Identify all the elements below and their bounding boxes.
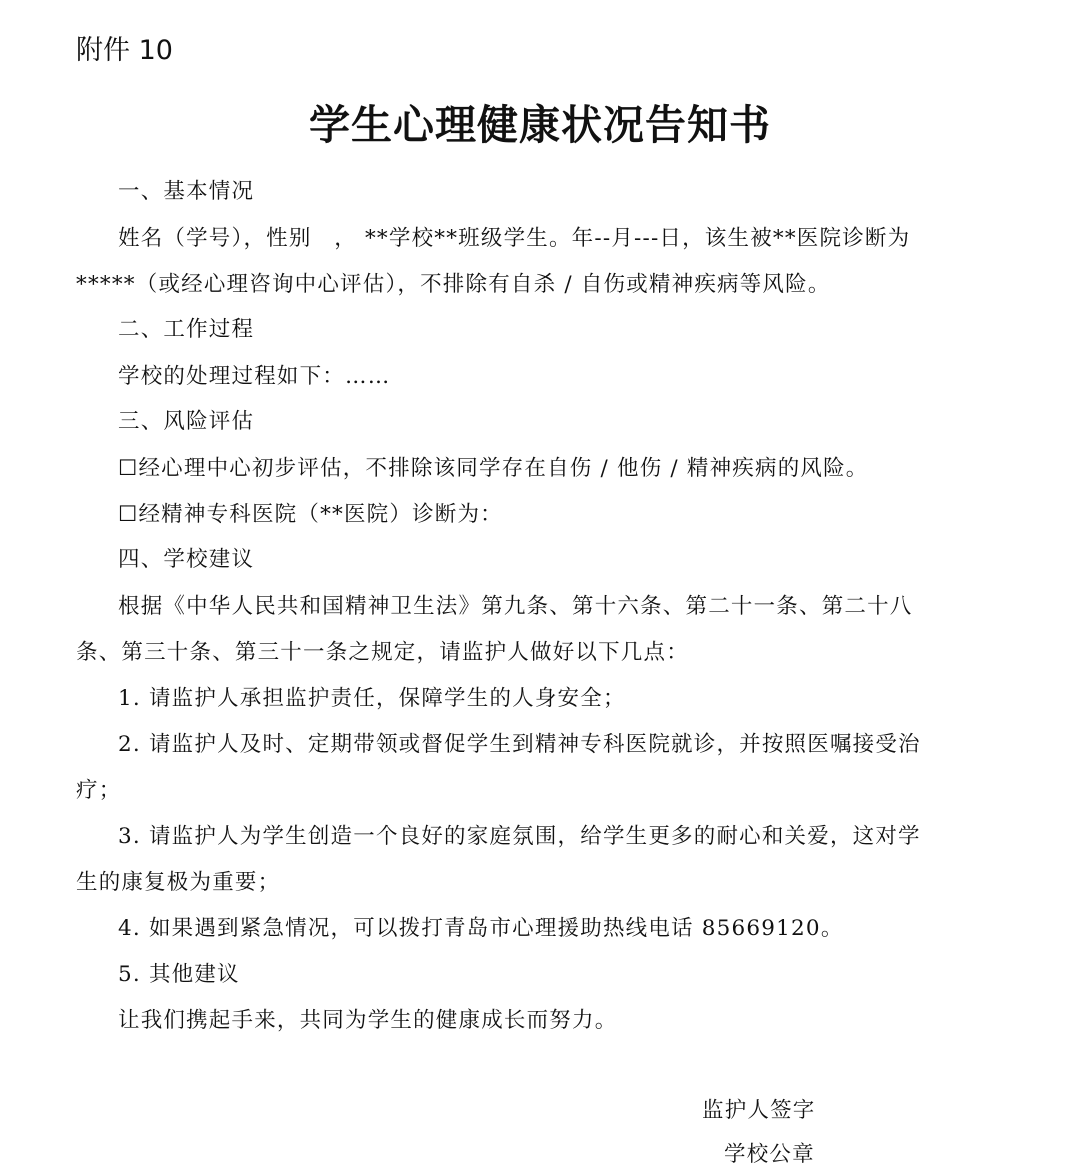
advice-item-3-line-1: 3. 请监护人为学生创造一个良好的家庭氛围，给学生更多的耐心和关爱，这对学 xyxy=(118,824,921,849)
advice-item-1: 1. 请监护人承担监护责任，保障学生的人身安全； xyxy=(118,686,626,711)
advice-item-4: 4. 如果遇到紧急情况，可以拨打青岛市心理援助热线电话 85669120。 xyxy=(118,916,844,941)
advice-item-2-line-2: 疗； xyxy=(76,778,122,803)
risk-option-hospital: ☐经精神专科医院（**医院）诊断为： xyxy=(118,502,503,527)
work-process-text: 学校的处理过程如下：…… xyxy=(118,364,391,389)
basic-info-line-1: 姓名（学号），性别 ， **学校**班级学生。年--月---日，该生被**医院诊断为 xyxy=(118,226,911,251)
guardian-signature-label: 监护人签字 xyxy=(702,1098,816,1123)
section-heading-work-process: 二、工作过程 xyxy=(118,317,255,342)
closing-statement: 让我们携起手来，共同为学生的健康成长而努力。 xyxy=(118,1008,618,1033)
school-seal-label: 学校公章 xyxy=(724,1142,815,1167)
advice-intro-line-2: 条、第三十条、第三十一条之规定，请监护人做好以下几点： xyxy=(76,640,689,665)
advice-intro-line-1: 根据《中华人民共和国精神卫生法》第九条、第十六条、第二十一条、第二十八 xyxy=(118,594,913,619)
document-title: 学生心理健康状况告知书 xyxy=(309,101,771,149)
advice-item-3-line-2: 生的康复极为重要； xyxy=(76,870,281,895)
section-heading-risk-assessment: 三、风险评估 xyxy=(118,409,255,434)
advice-item-5: 5. 其他建议 xyxy=(118,962,240,987)
section-heading-school-advice: 四、学校建议 xyxy=(118,547,255,572)
section-heading-basic-info: 一、基本情况 xyxy=(118,179,255,204)
basic-info-line-2: *****（或经心理咨询中心评估），不排除有自杀 / 自伤或精神疾病等风险。 xyxy=(76,272,831,297)
risk-option-psych-center: ☐经心理中心初步评估，不排除该同学存在自伤 / 他伤 / 精神疾病的风险。 xyxy=(118,456,869,481)
attachment-label: 附件 10 xyxy=(76,35,173,66)
advice-item-2-line-1: 2. 请监护人及时、定期带领或督促学生到精神专科医院就诊，并按照医嘱接受治 xyxy=(118,732,921,757)
